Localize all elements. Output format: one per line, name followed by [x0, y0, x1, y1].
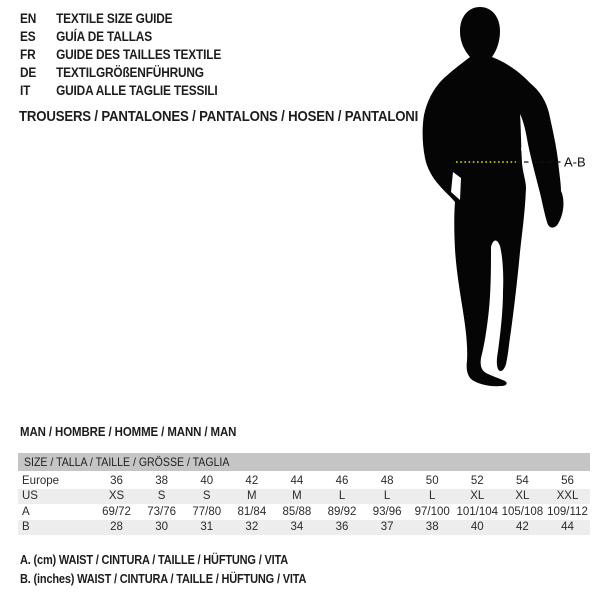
- size-table-row: [18, 520, 590, 536]
- row-label: B: [22, 521, 30, 534]
- size-value: 37: [380, 521, 394, 534]
- language-row: [20, 64, 221, 82]
- language-code: FR: [20, 47, 36, 62]
- language-row: [20, 46, 221, 64]
- product-heading: TROUSERS / PANTALONES / PANTALONS / HOSEN / PANTALONI: [19, 108, 419, 125]
- size-value: 38: [155, 474, 169, 487]
- size-value: XS: [108, 490, 125, 503]
- size-value: 44: [290, 474, 304, 487]
- size-value: L: [383, 490, 391, 503]
- language-label: GUIDE DES TAILLES TEXTILE: [56, 47, 222, 62]
- note-a: A. (cm) WAIST / CINTURA / TAILLE / HÜFTUNG / VITA: [20, 553, 289, 567]
- size-value: 105/108: [501, 505, 544, 518]
- size-value: 89/92: [327, 505, 357, 518]
- language-label: GUÍA DE TALLAS: [56, 29, 152, 44]
- language-code: ES: [20, 29, 36, 44]
- size-table-row: [18, 473, 590, 489]
- size-value: L: [338, 490, 346, 503]
- language-row: [20, 28, 221, 46]
- size-value: 50: [425, 474, 439, 487]
- size-value: 52: [470, 474, 484, 487]
- size-value: 44: [561, 521, 574, 534]
- note-b: B. (inches) WAIST / CINTURA / TAILLE / HÜFTUNG / VITA: [20, 571, 307, 586]
- language-label: GUIDA ALLE TAGLIE TESSILI: [56, 83, 218, 98]
- language-code: IT: [20, 83, 31, 98]
- size-value: XL: [515, 490, 530, 503]
- size-value: 42: [515, 521, 529, 534]
- size-value: M: [247, 490, 257, 503]
- row-label: Europe: [22, 474, 60, 487]
- gender-heading: MAN / HOMBRE / HOMME / MANN / MAN: [20, 424, 237, 439]
- language-row: [20, 10, 221, 28]
- language-code: DE: [20, 65, 37, 80]
- language-code: EN: [20, 11, 37, 26]
- size-value: 93/96: [372, 505, 402, 518]
- man-silhouette: [423, 7, 564, 386]
- figure-silhouette: [410, 0, 600, 400]
- size-value: 32: [245, 521, 259, 534]
- size-value: 85/88: [282, 505, 312, 518]
- size-table-row: [18, 489, 590, 505]
- size-value: 42: [245, 474, 259, 487]
- size-value: 31: [200, 521, 214, 534]
- size-value: 81/84: [237, 505, 267, 518]
- size-table-header: [18, 453, 590, 471]
- size-value: 109/112: [547, 505, 588, 518]
- size-table: [18, 453, 590, 535]
- row-label: A: [22, 505, 30, 518]
- size-value: 36: [110, 474, 123, 487]
- size-value: 46: [335, 474, 349, 487]
- size-value: 30: [155, 521, 169, 534]
- language-label: TEXTILE SIZE GUIDE: [56, 11, 173, 26]
- size-value: XXL: [556, 490, 579, 503]
- size-value: 28: [110, 521, 123, 534]
- size-table-body: [18, 473, 590, 535]
- language-row: [20, 82, 221, 100]
- size-value: 34: [290, 521, 304, 534]
- size-value: 40: [200, 474, 214, 487]
- row-label: US: [22, 490, 38, 503]
- language-label: TEXTILGRÖßENFÜHRUNG: [56, 65, 204, 80]
- size-value: 48: [380, 474, 394, 487]
- man-silhouette-svg: [410, 0, 600, 400]
- size-value: 69/72: [102, 505, 131, 518]
- size-value: 101/104: [456, 505, 499, 518]
- size-table-header-label: SIZE / TALLA / TAILLE / GRÖSSE / TAGLIA: [24, 455, 230, 469]
- size-value: 56: [561, 474, 574, 487]
- size-value: 77/80: [192, 505, 222, 518]
- size-value: 36: [335, 521, 349, 534]
- size-value: M: [292, 490, 302, 503]
- size-table-row: [18, 504, 590, 520]
- size-value: 73/76: [147, 505, 177, 518]
- size-value: 38: [425, 521, 439, 534]
- size-value: XL: [470, 490, 485, 503]
- size-value: L: [429, 490, 436, 503]
- size-value: 97/100: [414, 505, 450, 518]
- size-value: 40: [470, 521, 484, 534]
- size-value: S: [157, 490, 166, 503]
- ab-measure-label: A-B: [564, 154, 586, 170]
- size-value: 54: [515, 474, 529, 487]
- language-list: [20, 10, 221, 100]
- size-value: S: [202, 490, 211, 503]
- measurement-notes: [20, 551, 345, 588]
